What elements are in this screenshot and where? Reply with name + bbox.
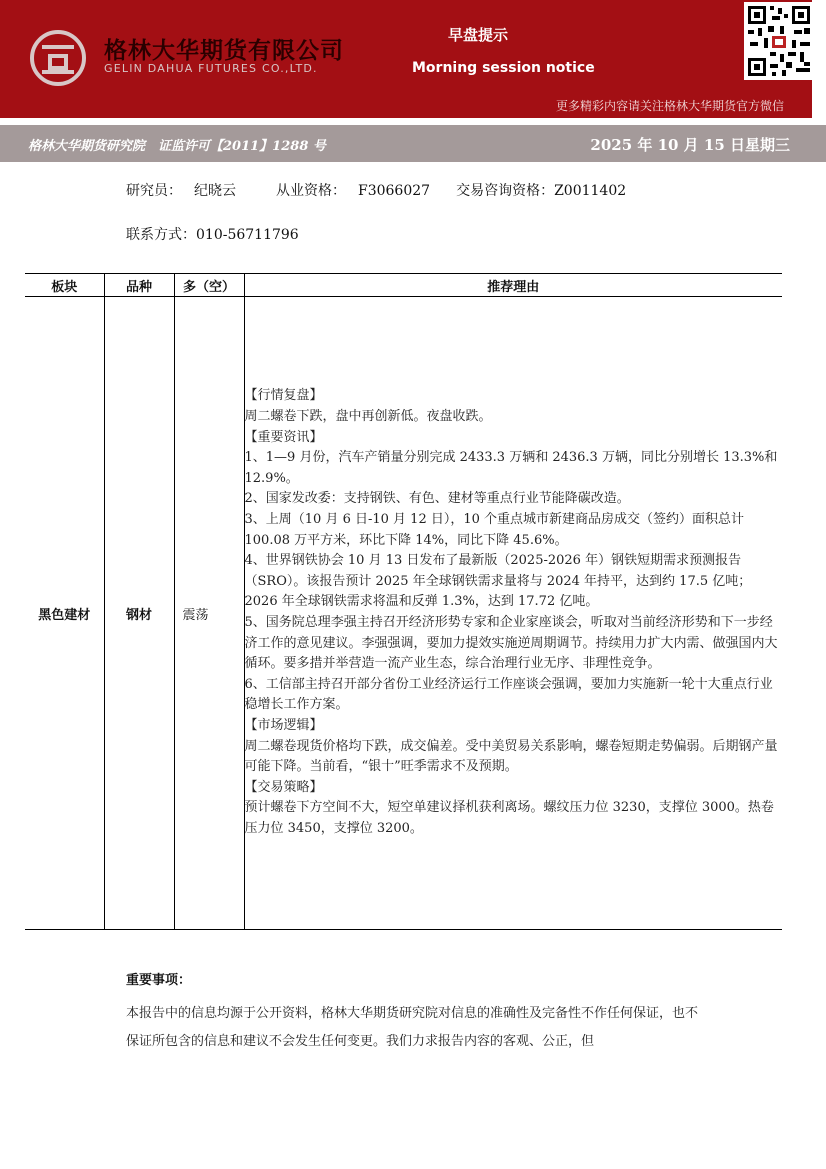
consult-number: Z0011402 — [554, 183, 627, 199]
wechat-qr-code — [744, 2, 814, 80]
qualification-number: F3066027 — [358, 183, 431, 199]
reason-line: 【交易策略】 — [244, 779, 323, 795]
header-reason: 推荐理由 — [244, 274, 782, 297]
contact-phone: 010-56711796 — [196, 227, 299, 243]
reason-line: 1、1—9 月份，汽车产销量分别完成 2433.3 万辆和 2436.3 万辆，同比分别增长 13.3%和 12.9%。 — [244, 450, 778, 486]
report-header — [0, 0, 812, 118]
direction-cell: 震荡 — [174, 297, 244, 930]
report-date: 2025 年 10 月 15 日星期三 — [590, 136, 790, 154]
researcher-name: 纪晓云 — [194, 183, 236, 199]
reason-line: 5、国务院总理李强主持召开经济形势专家和企业家座谈会，听取对当前经济形势和下一步经济工作的意见建议。李强强调，要加力提效实施逆周期调节。持续用力扩大内需、做强国内大循环。要多措并举营造一流产业生态，综合治理行业无序、非理性竞争。 — [244, 615, 778, 672]
consult-label: 交易咨询资格： — [456, 183, 555, 199]
reason-line: 6、工信部主持召开部分省份工业经济运行工作座谈会强调，要加力实施新一轮十大重点行业稳增长工作方案。 — [244, 676, 773, 713]
header-direction: 多（空） — [174, 274, 244, 297]
sector-cell: 黑色建材 — [25, 297, 104, 930]
reason-line: 4、世界钢铁协会 10 月 13 日发布了最新版（2025-2026 年）钢铁短期需求预测报告（SRO）。该报告预计 2025 年全球钢铁需求量将与 2024 年持平，达到约 17.5 亿吨；2026 年全球钢铁需求将温和反弹 1.3%，达到 17.72 亿吨。 — [244, 553, 752, 610]
notes-title: 重要事项： — [126, 973, 192, 988]
researcher-line — [126, 180, 652, 200]
contact-label: 联系方式： — [126, 227, 196, 243]
table-header-row — [25, 274, 782, 297]
report-title-en: Morning session notice — [412, 60, 595, 76]
report-title-cn: 早盘提示 — [448, 26, 509, 44]
reason-line: 【重要资讯】 — [244, 429, 323, 445]
reason-line: 预计螺卷下方空间不大，短空单建议择机获利离场。螺纹压力位 3230，支撑位 3000。热卷压力位 3450，支撑位 3200。 — [244, 800, 774, 836]
header-variety: 品种 — [104, 274, 174, 297]
reason-cell — [244, 297, 782, 930]
reason-line: 【行情复盘】 — [244, 388, 323, 404]
contact-line — [126, 224, 325, 244]
table-row — [25, 297, 782, 930]
company-logo — [30, 30, 86, 86]
researcher-label: 研究员： — [126, 183, 182, 199]
company-name-en: GELIN DAHUA FUTURES CO.,LTD. — [104, 62, 318, 75]
reason-line: 【市场逻辑】 — [244, 717, 323, 733]
institute-license: 格林大华期货研究院 证监许可【2011】1288 号 — [28, 139, 326, 154]
header-sector: 板块 — [25, 274, 104, 297]
reason-line: 3、上周（10 月 6 日-10 月 12 日），10 个重点城市新建商品房成交（签约）面积总计 100.08 万平方米，环比下降 14%，同比下降 45.6%。 — [244, 512, 745, 548]
company-name-cn: 格林大华期货有限公司 — [104, 38, 344, 64]
recommendation-table — [25, 273, 782, 930]
reason-line: 周二螺卷下跌，盘中再创新低。夜盘收跌。 — [244, 409, 492, 425]
reason-line: 周二螺卷现货价格均下跌，成交偏差。受中美贸易关系影响，螺卷短期走势偏弱。后期钢产量可能下降。当前看，“银十”旺季需求不及预期。 — [244, 738, 778, 775]
variety-cell: 钢材 — [104, 297, 174, 930]
info-band — [0, 125, 826, 162]
reason-line: 2、国家发改委：支持钢铁、有色、建材等重点行业节能降碳改造。 — [244, 491, 630, 507]
qualification-label: 从业资格： — [276, 183, 346, 199]
notes-text: 本报告中的信息均源于公开资料，格林大华期货研究院对信息的准确性及完备性不作任何保证，也不保证所包含的信息和建议不会发生任何变更。我们力求报告内容的客观、公正，但 — [126, 1006, 699, 1049]
subscribe-note: 更多精彩内容请关注格林大华期货官方微信 — [555, 99, 784, 113]
